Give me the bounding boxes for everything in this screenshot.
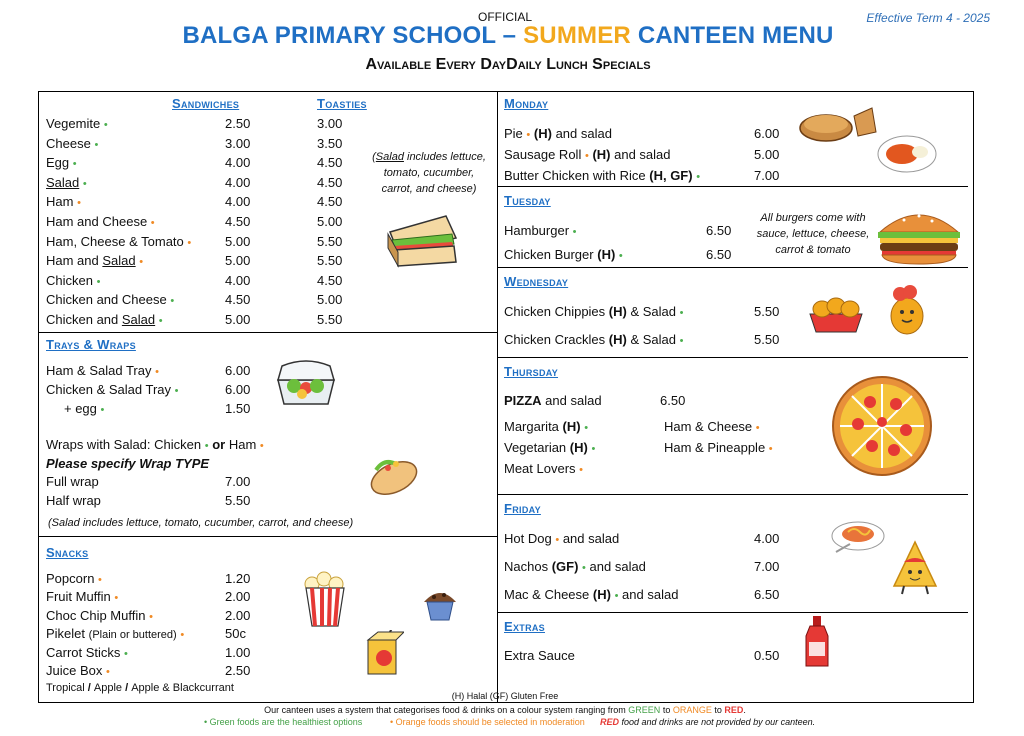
colour-system-text: Our canteen uses a system that categorises food & drinks on a colour system ranging from [264, 705, 629, 715]
item-suffix: and salad [562, 531, 620, 546]
toastie-price: 4.50 [317, 174, 343, 190]
item-name: Meat Lovers [504, 461, 576, 476]
toastie-price: 4.50 [317, 194, 343, 210]
toastie-price: 3.50 [317, 135, 343, 151]
popcorn-icon [300, 570, 350, 628]
item-name: + egg [64, 401, 97, 416]
pizza-line [504, 393, 602, 408]
item-name: Margarita [504, 419, 559, 434]
pizza-icon [830, 374, 934, 478]
sandwich-price: 5.00 [225, 312, 251, 327]
wednesday-heading: Wednesday [504, 274, 569, 289]
divider-thursday [498, 357, 968, 358]
item-name-salad: Salad [102, 253, 136, 269]
sandwich-item [46, 116, 108, 131]
juice-sep: / [84, 682, 94, 694]
friday-heading: Friday [504, 501, 541, 516]
sandwich-item [46, 312, 163, 327]
green-dot: • [96, 275, 101, 288]
sandwich-item [46, 273, 100, 288]
toastie-price: 4.50 [317, 155, 343, 171]
tuesday-item [504, 223, 577, 238]
orange-dot: • [150, 217, 155, 229]
wraps-chicken: Wraps with Salad: Chicken [46, 437, 202, 452]
green-dot: • [72, 158, 77, 171]
item-name: Hot Dog [504, 531, 552, 546]
sauce-bottle-icon [802, 614, 832, 670]
orange-dot: • [755, 422, 760, 434]
page-title [0, 22, 1016, 50]
monday-item [504, 168, 700, 183]
green-dot: • [100, 404, 105, 416]
burger-note: All burgers come with sauce, lettuce, cheese, carrot & tomato [756, 212, 870, 256]
toastie-price: 5.50 [317, 233, 343, 249]
item-name: Hamburger [504, 223, 570, 238]
item-suffix: and salad [555, 126, 612, 141]
sandwich-price: 2.50 [225, 116, 251, 131]
item-name: Chicken & Salad Tray [46, 382, 172, 397]
chicken-mascot-icon [884, 284, 930, 336]
item-name: Cheese [46, 135, 91, 151]
item-name: Sausage Roll [504, 147, 582, 162]
tray-price: 6.00 [225, 382, 251, 397]
friday-item [504, 559, 646, 574]
item-tag: (H) [597, 247, 616, 262]
official-label: OFFICIAL [477, 10, 532, 24]
snack-price: 1.00 [225, 644, 251, 660]
red-note-text: food and drinks are not provided by our canteen. [619, 717, 816, 727]
snack-item [46, 626, 184, 641]
item-name: Ham and [46, 253, 103, 269]
green-dot: • [614, 590, 619, 602]
orange-dot: • [187, 236, 192, 249]
item-name: Nachos [504, 559, 549, 574]
wraps-line [46, 437, 264, 452]
item-name: Ham [46, 194, 74, 210]
friday-price: 6.50 [754, 587, 780, 602]
item-suffix: & Salad [630, 332, 676, 347]
sandwich-item [46, 253, 143, 268]
snack-item [46, 589, 118, 604]
item-name: Chicken and Cheese [46, 292, 167, 308]
tray-item [64, 401, 104, 416]
snack-item [46, 663, 110, 678]
salad-tray-icon [272, 356, 342, 408]
extras-heading: Extras [504, 619, 545, 634]
orange-dot: • [106, 666, 110, 678]
tuesday-heading: Tuesday [504, 193, 551, 208]
green-dot: • [679, 335, 684, 347]
item-name: Ham and Cheese [46, 214, 148, 229]
extra-sauce-label: Extra Sauce [504, 648, 575, 663]
orange-dot: • [579, 464, 584, 476]
sandwiches-heading: Sandwiches [172, 96, 240, 111]
friday-item [504, 587, 678, 602]
item-name: Choc Chip Muffin [46, 607, 146, 623]
colour-system-note [0, 705, 1010, 715]
effective-date: Effective Term 4 - 2025 [866, 11, 990, 25]
sandwich-item [46, 214, 155, 229]
salad-note-open: ( [372, 151, 376, 163]
green-dot: • [696, 171, 701, 183]
juice-apple: Apple [93, 682, 123, 694]
juice-apple-blackcurrant: Apple & Blackcurrant [131, 682, 234, 694]
sandwich-icon [386, 212, 460, 268]
title-summer: SUMMER [523, 22, 631, 49]
orange-dot: • [584, 150, 589, 162]
monday-item [504, 147, 671, 162]
green-dot: • [170, 295, 175, 308]
butter-chicken-icon [876, 130, 938, 174]
wrap-icon [366, 452, 422, 498]
nacho-mascot-icon [890, 538, 940, 596]
item-name: Vegetarian [504, 440, 567, 455]
wraps-or: or [212, 437, 226, 452]
item-name: Popcorn [46, 571, 95, 586]
pie-icon [796, 104, 880, 146]
green-dot: • [584, 422, 589, 434]
item-name: Fruit Muffin [46, 589, 111, 605]
item-suffix: and salad [589, 559, 646, 574]
green-dot: • [158, 315, 163, 327]
item-name: Chicken and [46, 312, 122, 327]
green-dot: • [124, 647, 128, 660]
pizza-salad: and salad [541, 393, 602, 408]
page-subtitle: Available Every DayDaily Lunch Specials [365, 56, 651, 73]
orange-dot: • [555, 534, 560, 546]
sandwich-price: 4.50 [225, 292, 251, 308]
item-name: Ham & Salad Tray [46, 363, 152, 378]
wednesday-price: 5.50 [754, 304, 780, 319]
item-name: Egg [46, 155, 70, 171]
item-name: Chicken Chippies [504, 304, 606, 319]
tray-item [46, 363, 159, 378]
salad-note-text: includes lettuce, tomato, cucumber, carrot, and cheese) [381, 151, 486, 195]
colour-green: GREEN [628, 705, 661, 715]
tray-price: 6.00 [225, 363, 251, 378]
orange-dot: • [768, 443, 773, 455]
mac-cheese-icon [830, 514, 886, 556]
juice-tropical: Tropical [46, 682, 85, 694]
divider-extras [498, 612, 968, 613]
toastie-price: 5.00 [317, 292, 343, 308]
item-tag: (H) [592, 587, 611, 602]
red-word: RED [600, 717, 620, 727]
item-name: Butter Chicken with Rice [504, 168, 646, 183]
item-extra: (Plain or buttered) [88, 629, 177, 642]
pizza-item [664, 419, 760, 434]
wraps-ham: Ham [228, 437, 257, 452]
salad-note [368, 149, 490, 197]
friday-price: 4.00 [754, 531, 780, 546]
sandwich-item [46, 175, 87, 190]
orange-dot: • [114, 592, 119, 605]
juice-box-icon [364, 630, 404, 676]
orange-food-note: • Orange foods should be selected in moderation [390, 717, 585, 727]
orange-dot: • [526, 129, 531, 141]
item-name-salad: Salad [121, 312, 156, 327]
green-dot: • [82, 177, 87, 190]
item-suffix: & Salad [630, 304, 677, 319]
friday-item [504, 531, 619, 546]
item-name: Carrot Sticks [46, 644, 121, 660]
salad-note-word: Salad [375, 151, 404, 163]
item-name: Pikelet [46, 626, 86, 642]
monday-heading: Monday [504, 96, 549, 111]
toastie-price: 4.50 [317, 272, 343, 288]
divider-tuesday [498, 186, 968, 187]
item-suffix: and salad [614, 147, 671, 162]
divider-snacks [38, 536, 498, 537]
snack-item [46, 608, 153, 623]
item-tag: (GF) [551, 559, 579, 574]
colour-to: to [711, 705, 725, 715]
item-name: Ham & Pineapple [664, 440, 766, 455]
tuesday-price: 6.50 [706, 223, 732, 238]
orange-dot: • [77, 197, 81, 210]
green-dot: • [103, 119, 108, 131]
item-name: Chicken Crackles [504, 332, 606, 347]
hamburger-icon [874, 204, 964, 266]
item-name: Chicken Burger [504, 247, 594, 262]
trays-heading: Trays & Wraps [46, 337, 136, 352]
green-dot: • [591, 443, 596, 455]
green-dot: • [174, 385, 179, 397]
orange-dot: • [139, 256, 144, 269]
monday-price: 7.00 [754, 168, 780, 183]
divider-friday [498, 494, 968, 495]
wednesday-item [504, 332, 683, 347]
pizza-item [504, 440, 595, 455]
orange-dot: • [98, 574, 102, 586]
wednesday-price: 5.50 [754, 332, 780, 347]
item-name: Chicken [46, 272, 93, 288]
title-school: BALGA PRIMARY SCHOOL – [182, 22, 524, 49]
title-menu: CANTEEN MENU [630, 22, 834, 49]
pizza-item [504, 461, 583, 476]
snack-price: 2.00 [225, 607, 251, 623]
item-tag: (H) [608, 304, 627, 319]
tuesday-price: 6.50 [706, 247, 732, 262]
wrap-salad-note: (Salad includes lettuce, tomato, cucumber, carrot, and cheese) [48, 517, 354, 529]
colour-end: . [743, 705, 746, 715]
tuesday-item [504, 247, 623, 262]
snack-price: 50c [225, 626, 246, 642]
item-tag: (H) [569, 440, 588, 455]
friday-price: 7.00 [754, 559, 780, 574]
sandwich-price: 4.00 [225, 272, 251, 288]
sandwich-price: 4.00 [225, 174, 251, 190]
toastie-price: 5.50 [317, 253, 343, 269]
chicken-chippies-icon [806, 296, 866, 334]
sandwich-price: 5.00 [225, 233, 251, 249]
halal-gf-legend: (H) Halal (GF) Gluten Free [451, 691, 559, 701]
item-tag: (H) [562, 419, 581, 434]
colour-red: RED [724, 705, 744, 715]
toasties-heading: Toasties [317, 96, 367, 111]
green-dot: • [204, 440, 209, 452]
snack-price: 2.00 [225, 589, 251, 605]
monday-item [504, 126, 612, 141]
tray-item [46, 382, 179, 397]
monday-price: 6.00 [754, 126, 780, 141]
orange-dot: • [259, 440, 264, 452]
orange-dot: • [149, 610, 153, 623]
pizza-label: PIZZA [504, 393, 542, 408]
snack-item [46, 571, 102, 586]
sandwich-item [46, 194, 81, 209]
snack-price: 1.20 [225, 571, 251, 586]
colour-orange: ORANGE [672, 705, 712, 715]
green-food-note: • Green foods are the healthiest options [204, 717, 363, 727]
thursday-heading: Thursday [504, 364, 559, 379]
green-dot: • [582, 562, 586, 574]
half-wrap-price: 5.50 [225, 493, 251, 508]
half-wrap-label: Half wrap [46, 493, 101, 508]
muffin-icon [420, 584, 460, 624]
item-tag: (H) [592, 147, 611, 162]
toastie-price: 5.00 [317, 214, 343, 229]
extra-sauce-price: 0.50 [754, 648, 780, 663]
sandwich-price: 4.00 [225, 155, 251, 171]
sandwich-item [46, 292, 174, 307]
toastie-price: 5.50 [317, 312, 343, 327]
snack-price: 2.50 [225, 663, 251, 678]
green-dot: • [679, 307, 684, 319]
tray-price: 1.50 [225, 401, 251, 416]
item-tag: (H) [533, 126, 552, 141]
divider-wednesday [498, 267, 968, 268]
sandwich-price: 4.00 [225, 194, 251, 210]
item-name: Ham & Cheese [664, 419, 753, 434]
item-name: Vegemite [46, 116, 101, 131]
divider-trays [38, 332, 498, 333]
orange-dot: • [180, 629, 185, 642]
sandwich-price: 3.00 [225, 135, 251, 151]
full-wrap-price: 7.00 [225, 474, 251, 489]
juice-sep: / [122, 682, 132, 694]
green-dot: • [94, 138, 99, 151]
sandwich-item [46, 234, 191, 249]
item-name: Mac & Cheese [504, 587, 590, 602]
pizza-item [664, 440, 773, 455]
pizza-price: 6.50 [660, 393, 686, 408]
item-name: Ham, Cheese & Tomato [46, 233, 184, 249]
pizza-item [504, 419, 588, 434]
toastie-price: 3.00 [317, 116, 343, 131]
item-name: Pie [504, 126, 523, 141]
item-tag: (H) [608, 332, 627, 347]
green-dot: • [572, 226, 577, 238]
item-suffix: and salad [622, 587, 679, 602]
snack-item [46, 645, 128, 660]
green-dot: • [618, 250, 623, 262]
monday-price: 5.00 [754, 147, 780, 162]
wrap-type-note: Please specify Wrap TYPE [46, 456, 210, 471]
sandwich-item [46, 136, 98, 151]
colour-to: to [660, 705, 673, 715]
item-name: Juice Box [46, 663, 103, 678]
wednesday-item [504, 304, 684, 319]
orange-dot: • [155, 366, 159, 378]
item-name: Salad [46, 174, 80, 190]
sandwich-item [46, 155, 77, 170]
sandwich-price: 5.00 [225, 253, 251, 269]
red-food-note [600, 717, 815, 727]
snacks-heading: Snacks [46, 545, 89, 560]
sandwich-price: 4.50 [225, 214, 251, 229]
full-wrap-label: Full wrap [46, 474, 99, 489]
item-tag: (H, GF) [649, 168, 693, 183]
